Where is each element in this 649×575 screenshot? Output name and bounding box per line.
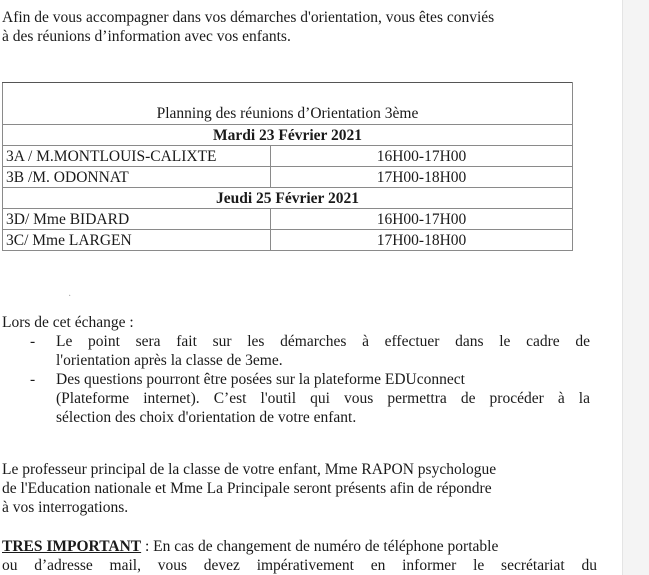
list-item <box>30 332 590 370</box>
intro-line-2: à des réunions d’information avec vos enfants. <box>2 28 291 45</box>
planning-date-1: Mardi 23 Février 2021 <box>3 125 573 146</box>
intro-line-1: Afin de vous accompagner dans vos démarches d'orientation, vous êtes conviés <box>2 9 495 26</box>
point-2-line-2: (Plateforme internet). C’est l'outil qui vous permettra de procéder à la <box>56 390 590 407</box>
class-cell: 3B /M. ODONNAT <box>3 167 271 188</box>
important-line-1 <box>2 537 597 556</box>
point-2-line-1: - Des questions pourront être posées sur la plateforme EDUconnect <box>56 371 465 388</box>
time-cell: 16H00-17H00 <box>271 146 573 167</box>
table-row <box>3 167 573 188</box>
table-row <box>3 209 573 230</box>
important-label: TRES IMPORTANT <box>2 538 142 555</box>
time-cell: 16H00-17H00 <box>271 209 573 230</box>
planning-date-2: Jeudi 25 Février 2021 <box>3 188 573 209</box>
list-item <box>30 370 590 427</box>
planning-title: Planning des réunions d’Orientation 3ème <box>3 83 573 125</box>
class-cell: 3D/ Mme BIDARD <box>3 209 271 230</box>
point-2-line-3: sélection des choix d'orientation de votre enfant. <box>56 409 357 426</box>
scan-speck: · <box>68 291 72 302</box>
exchange-lead: Lors de cet échange : <box>2 314 134 331</box>
professor-line-2: de l'Education nationale et Mme La Principale seront présents afin de répondre <box>2 480 492 497</box>
point-1-line-1: - Le point sera fait sur les démarches à effectuer dans le cadre de <box>56 333 590 350</box>
class-cell: 3A / M.MONTLOUIS-CALIXTE <box>3 146 271 167</box>
time-cell: 17H00-18H00 <box>271 167 573 188</box>
class-cell: 3C/ Mme LARGEN <box>3 230 271 251</box>
important-text: : En cas de changement de numéro de téléphone portable <box>141 538 499 555</box>
point-1-line-2: l'orientation après la classe de 3eme. <box>56 352 283 369</box>
table-row <box>3 146 573 167</box>
planning-table <box>2 82 573 251</box>
exchange-points <box>30 332 590 427</box>
time-cell: 17H00-18H00 <box>271 230 573 251</box>
page-edge-strip <box>622 0 649 575</box>
professor-line-3: à vos interrogations. <box>2 499 129 516</box>
professor-line-1: Le professeur principal de la classe de votre enfant, Mme RAPON psychologue <box>2 461 497 478</box>
table-row <box>3 230 573 251</box>
important-line-2: ou d’adresse mail, vous devez impérativement en informer le secrétariat du <box>2 557 597 574</box>
